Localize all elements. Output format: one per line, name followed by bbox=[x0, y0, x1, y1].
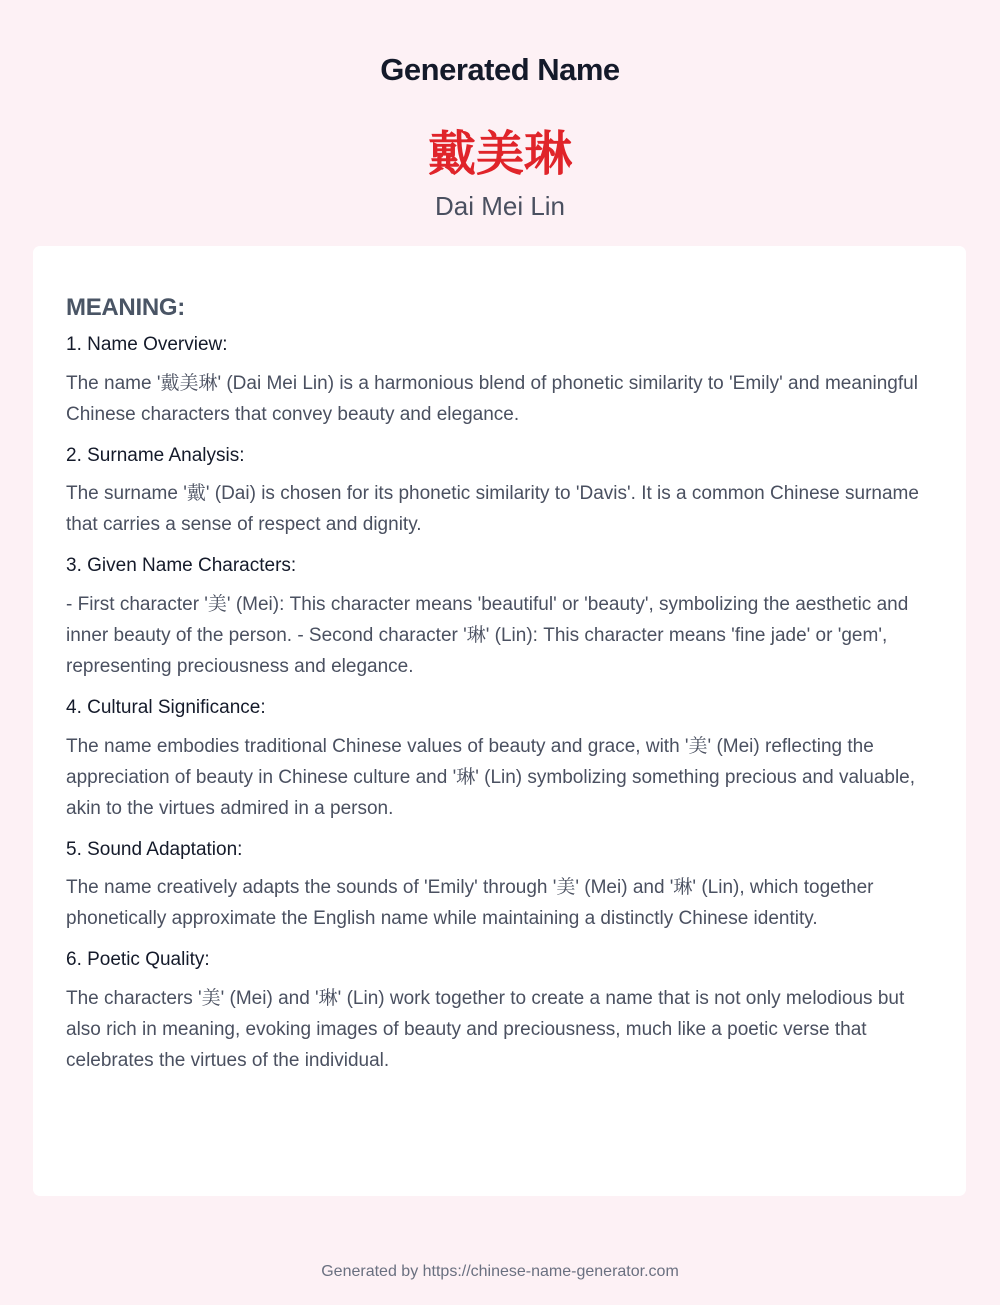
page-title: Generated Name bbox=[380, 52, 620, 87]
section-given-name-characters bbox=[66, 554, 936, 682]
section-title: 6. Poetic Quality: bbox=[66, 949, 210, 971]
section-body: - First character '美' (Mei): This character means 'beautiful' or 'beauty', symbolizing the aesthetic and inner beauty of the person. - Second character '琳' (Lin): This character means 'fine jade' or 'gem', representing preciousness and elegance. bbox=[66, 594, 909, 678]
footer-credit: Generated by https://chinese-name-generator.com bbox=[321, 1263, 679, 1280]
section-title: 5. Sound Adaptation: bbox=[66, 838, 243, 860]
section-surname-analysis bbox=[66, 444, 936, 541]
section-title: 1. Name Overview: bbox=[66, 334, 228, 355]
chinese-name: 戴美琳 bbox=[427, 126, 572, 182]
pinyin-name: Dai Mei Lin bbox=[434, 191, 566, 221]
section-title: 4. Cultural Significance: bbox=[66, 697, 266, 719]
section-cultural-significance bbox=[66, 696, 936, 824]
section-body: The characters '美' (Mei) and '琳' (Lin) work together to create a name that is not only melodious but also rich in meaning, evoking images of beauty and preciousness, much like a poetic verse that celebrates the virtues of the individual. bbox=[66, 988, 905, 1072]
section-name-overview bbox=[66, 333, 936, 430]
meaning-heading: MEANING: bbox=[66, 294, 185, 321]
section-body: The name creatively adapts the sounds of 'Emily' through '美' (Mei) and '琳' (Lin), which together phonetically approximate the English name while maintaining a distinctly Chinese identity. bbox=[66, 877, 874, 930]
meaning-card bbox=[33, 246, 966, 1196]
section-title: 2. Surname Analysis: bbox=[66, 444, 245, 466]
section-body: The surname '戴' (Dai) is chosen for its phonetic similarity to 'Davis'. It is a common Chinese surname that carries a sense of respect and dignity. bbox=[66, 483, 919, 536]
section-title: 3. Given Name Characters: bbox=[66, 555, 297, 577]
section-poetic-quality bbox=[66, 948, 936, 1076]
section-sound-adaptation bbox=[66, 838, 936, 935]
section-body: The name '戴美琳' (Dai Mei Lin) is a harmonious blend of phonetic similarity to 'Emily' and meaningful Chinese characters that convey beauty and elegance. bbox=[66, 372, 918, 425]
section-body: The name embodies traditional Chinese values of beauty and grace, with '美' (Mei) reflecting the appreciation of beauty in Chinese culture and '琳' (Lin) symbolizing something precious and valuable, akin to the virtues admired in a person. bbox=[66, 735, 916, 819]
